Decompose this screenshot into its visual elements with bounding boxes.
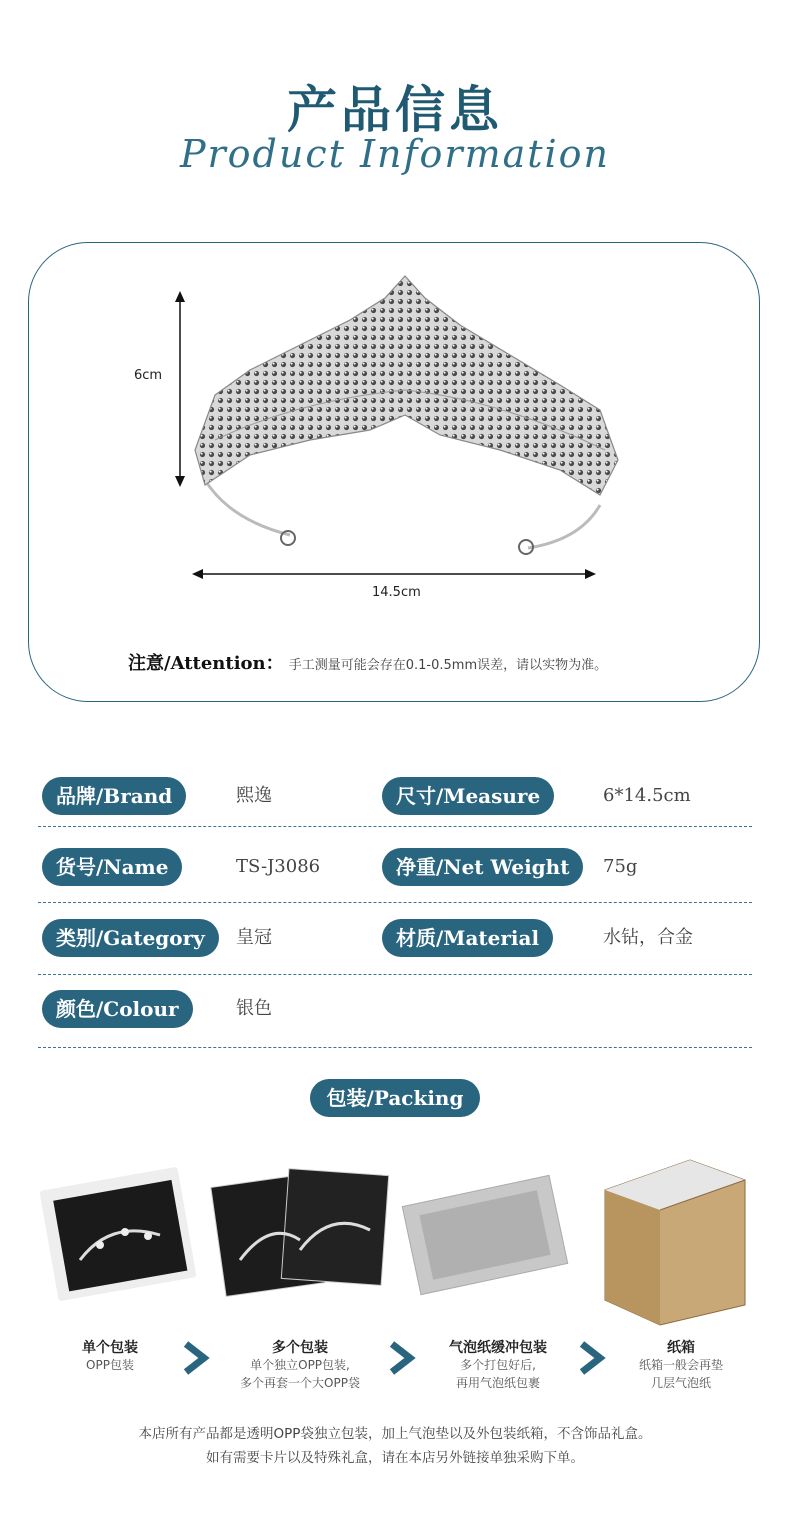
step-desc-bubble-1: 多个打包好后, — [460, 1358, 536, 1372]
step-desc-multi-1: 单个独立OPP包装, — [250, 1358, 350, 1372]
spec-value-measure: 6*14.5cm — [603, 785, 691, 806]
spec-label-brand: 品牌/Brand — [42, 777, 186, 815]
step-title-bubble: 气泡纸缓冲包装 — [449, 1340, 547, 1356]
attention-text: 手工测量可能会存在0.1-0.5mm误差，请以实物为准。 — [288, 658, 608, 673]
footer-note-1: 本店所有产品都是透明OPP袋独立包装，加上气泡垫以及外包装纸箱，不含饰品礼盒。 — [138, 1426, 652, 1442]
crown-image — [195, 276, 618, 495]
packing-images — [0, 1150, 790, 1330]
spec-value-colour: 银色 — [236, 998, 272, 1019]
step-desc-single: OPP包装 — [86, 1358, 134, 1372]
spec-label-name: 货号/Name — [42, 848, 182, 886]
step-title-multi: 多个包装 — [272, 1340, 328, 1356]
crown-figure — [0, 0, 790, 720]
step-desc-carton-1: 纸箱一般会再垫 — [638, 1358, 723, 1372]
spec-label-category: 类别/Gategory — [42, 919, 219, 957]
spec-label-material: 材质/Material — [382, 919, 553, 957]
spec-label-net-weight: 净重/Net Weight — [382, 848, 583, 886]
multi-package-image — [211, 1169, 389, 1297]
spec-value-brand: 熙逸 — [236, 785, 272, 806]
bubble-wrap-image — [402, 1175, 567, 1294]
spec-value-net-weight: 75g — [603, 856, 638, 877]
height-arrow — [175, 291, 185, 487]
height-label: 6cm — [134, 368, 163, 383]
attention-note — [128, 649, 607, 675]
divider — [38, 902, 752, 903]
step-desc-carton-2: 几层气泡纸 — [650, 1376, 711, 1390]
page-subtitle: Product Information — [179, 132, 611, 176]
width-arrow — [192, 569, 596, 579]
step-desc-multi-2: 多个再套一个大OPP袋 — [240, 1376, 360, 1390]
attention-label: 注意/Attention： — [128, 653, 284, 674]
single-package-image — [39, 1167, 196, 1302]
divider — [38, 826, 752, 827]
packing-title: 包装/Packing — [310, 1079, 480, 1117]
step-title-carton: 纸箱 — [667, 1340, 695, 1356]
spec-value-category: 皇冠 — [236, 927, 272, 948]
footer-note-2: 如有需要卡片以及特殊礼盒，请在本店另外链接单独采购下单。 — [206, 1450, 584, 1466]
page-title: 产品信息 — [287, 80, 503, 139]
divider — [38, 974, 752, 975]
divider — [38, 1047, 752, 1048]
width-label: 14.5cm — [372, 585, 421, 600]
spec-value-material: 水钻，合金 — [603, 927, 693, 948]
step-title-single: 单个包装 — [82, 1340, 138, 1356]
spec-label-colour: 颜色/Colour — [42, 990, 193, 1028]
spec-value-name: TS-J3086 — [236, 856, 321, 877]
spec-label-measure: 尺寸/Measure — [382, 777, 554, 815]
carton-box-image — [605, 1160, 745, 1325]
step-desc-bubble-2: 再用气泡纸包裹 — [455, 1376, 540, 1390]
